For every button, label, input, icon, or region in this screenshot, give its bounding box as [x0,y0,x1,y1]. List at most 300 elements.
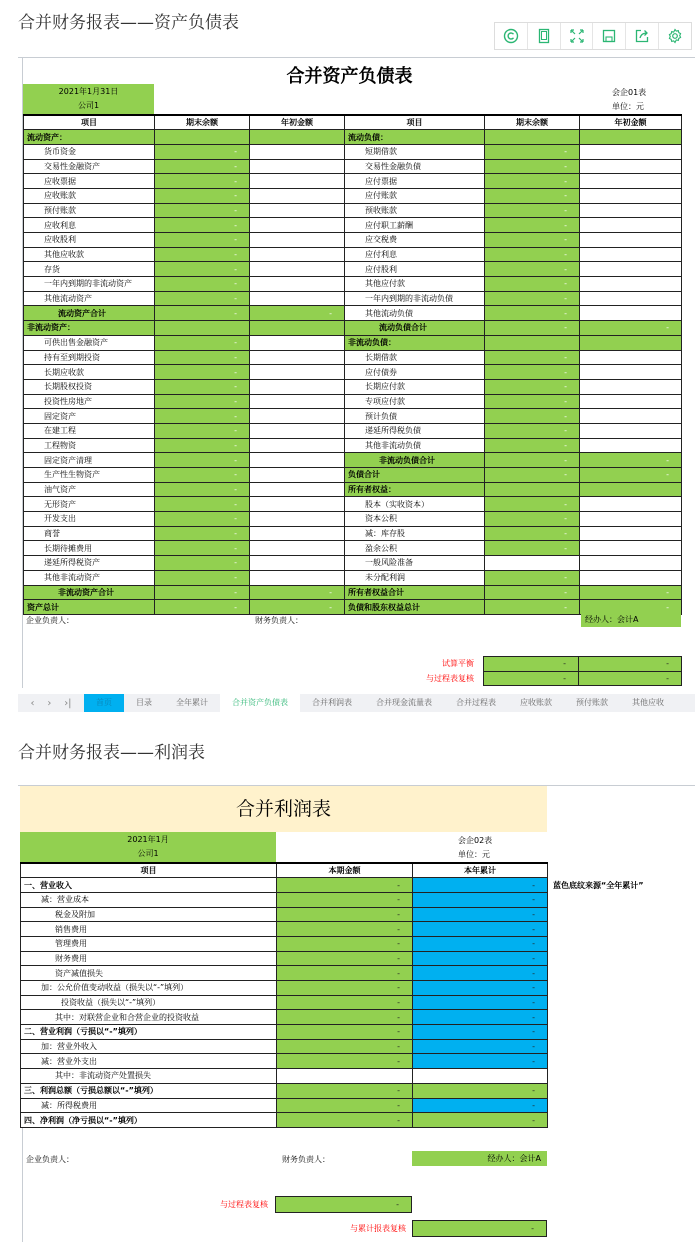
refresh-button[interactable] [495,23,528,49]
company-name: 公司1 [137,849,159,858]
item-label: 二、营业利润（亏损以“-”填列） [21,1025,277,1040]
right-item-label: 其他流动负债 [345,306,485,321]
year-to-date-value: - [413,1054,548,1069]
left-end-value: - [155,277,250,292]
header-year-to-date: 本年累计 [413,863,548,878]
table-row [21,981,548,996]
handler-label: 经办人：会计A [412,1151,547,1166]
table-row [24,512,682,527]
left-begin-value [250,365,345,380]
left-end-value: - [155,526,250,541]
left-end-value: - [155,585,250,600]
left-end-value: - [155,570,250,585]
left-end-value: - [155,218,250,233]
left-item-label: 无形资产 [24,497,155,512]
year-to-date-value: - [413,1113,548,1128]
left-end-value: - [155,423,250,438]
right-begin-value [580,130,682,145]
table-row [24,409,682,424]
right-item-label: 应交税费 [345,233,485,248]
right-begin-value: - [580,453,682,468]
table-row [24,585,682,600]
left-end-value: - [155,556,250,571]
table-row [24,188,682,203]
left-item-label: 投资性房地产 [24,394,155,409]
left-item-label: 一年内到期的非流动资产 [24,277,155,292]
right-end-value: - [485,526,580,541]
right-item-label: 长期借款 [345,350,485,365]
right-begin-value [580,277,682,292]
income-section-heading: 合并财务报表——利润表 [18,743,205,763]
right-item-label: 交易性金融负债 [345,159,485,174]
right-item-label: 未分配利润 [345,570,485,585]
right-item-label: 所有者权益： [345,482,485,497]
left-begin-value [250,144,345,159]
left-item-label: 固定资产 [24,409,155,424]
item-label: 减：营业外支出 [21,1054,277,1069]
finance-head-label: 财务负责人： [255,616,303,625]
enterprise-head-label: 企业负责人： [26,616,74,625]
left-item-label: 货币资金 [24,144,155,159]
left-begin-value [250,379,345,394]
left-end-value: - [155,159,250,174]
right-end-value: - [485,159,580,174]
current-period-value: - [277,1113,413,1128]
item-label: 加：营业外收入 [21,1039,277,1054]
right-item-label: 盈余公积 [345,541,485,556]
right-item-label: 预计负债 [345,409,485,424]
table-row [21,1069,548,1084]
check-label-trial-balance: 试算平衡 [442,659,474,668]
next-tab-button[interactable]: › [47,697,52,709]
right-begin-value [580,497,682,512]
sheet-tab-bar [18,694,695,712]
left-end-value: - [155,203,250,218]
current-period-value: - [277,995,413,1010]
share-icon [634,28,650,44]
right-end-value: - [485,277,580,292]
enterprise-head-label: 企业负责人： [26,1155,74,1164]
unit-label: 单位：元 [458,850,490,859]
left-item-label: 其他应收款 [24,247,155,262]
item-label: 减：所得税费用 [21,1098,277,1113]
left-item-label: 应收利息 [24,218,155,233]
current-period-value: - [277,1083,413,1098]
last-tab-button[interactable]: ›| [64,697,72,709]
tab-prepayments[interactable]: 预付账款 [576,698,608,707]
report-date: 2021年1月 [127,835,169,844]
tab-other-receivables[interactable]: 其他应收 [632,698,664,707]
export-button[interactable] [626,23,659,49]
left-end-value: - [155,247,250,262]
year-to-date-value: - [413,1025,548,1040]
left-begin-value [250,468,345,483]
right-end-value: - [485,453,580,468]
finance-head-label: 财务负责人： [282,1155,330,1164]
header-item: 项目 [24,115,155,130]
table-row [24,321,682,336]
left-begin-value [250,262,345,277]
left-begin-value [250,350,345,365]
table-row [24,453,682,468]
item-label: 销售费用 [21,922,277,937]
current-period-value: - [277,1098,413,1113]
current-period-value: - [277,966,413,981]
left-begin-value [250,174,345,189]
item-label: 三、利润总额（亏损总额以“-”填列） [21,1083,277,1098]
current-period-value: - [277,1025,413,1040]
table-row [21,995,548,1010]
right-end-value: - [485,409,580,424]
table-row [24,233,682,248]
right-end-value: - [485,144,580,159]
left-end-value: - [155,438,250,453]
right-begin-value [580,556,682,571]
header-end-balance-right: 期末余额 [485,115,580,130]
right-end-value: - [485,174,580,189]
left-item-label: 长期待摊费用 [24,541,155,556]
item-label: 其中：对联营企业和合营企业的投资收益 [21,1010,277,1025]
right-item-label: 其他非流动负债 [345,438,485,453]
left-end-value [155,130,250,145]
left-item-label: 资产总计 [24,600,155,615]
right-begin-value [580,247,682,262]
right-end-value: - [485,600,580,615]
year-to-date-value: - [413,907,548,922]
right-item-label: 非流动负债合计 [345,453,485,468]
year-to-date-value [413,1069,548,1084]
left-begin-value [250,394,345,409]
right-item-label: 专项应付款 [345,394,485,409]
income-sheet-grid [18,783,695,1242]
table-row [21,1054,548,1069]
right-end-value [485,130,580,145]
left-begin-value [250,233,345,248]
date-company-cell [23,84,154,114]
year-to-date-value: - [413,936,548,951]
year-to-date-value: - [413,1039,548,1054]
tablet-icon [536,28,552,44]
item-label: 加：公允价值变动收益（损失以“-”填列） [21,981,277,996]
right-end-value: - [485,262,580,277]
tab-consolidated-balance-sheet[interactable]: 合并资产负债表 [220,694,300,712]
right-item-label: 递延所得税负债 [345,423,485,438]
check-label-process-review: 与过程表复核 [426,674,474,683]
right-item-label: 长期应付款 [345,379,485,394]
right-end-value: - [485,379,580,394]
right-item-label: 应付股利 [345,262,485,277]
table-row [21,1083,548,1098]
left-begin-value [250,321,345,336]
right-end-value: - [485,247,580,262]
left-begin-value [250,453,345,468]
left-item-label: 递延所得税资产 [24,556,155,571]
table-row [21,1039,548,1054]
right-end-value: - [485,541,580,556]
prev-tab-button[interactable]: ‹ [30,697,35,709]
left-end-value: - [155,144,250,159]
current-period-value: - [277,951,413,966]
table-row [24,130,682,145]
table-row [24,570,682,585]
right-end-value: - [485,321,580,336]
right-begin-value [580,306,682,321]
header-begin-balance-right: 年初金额 [580,115,682,130]
right-begin-value [580,159,682,174]
left-end-value: - [155,174,250,189]
right-begin-value [580,203,682,218]
check-value-process: - [275,1196,412,1213]
right-item-label: 短期借款 [345,144,485,159]
current-period-value: - [277,922,413,937]
left-item-label: 非流动资产： [24,321,155,336]
fullscreen-icon [569,28,585,44]
company-name: 公司1 [77,101,100,110]
table-row [21,907,548,922]
right-end-value: - [485,497,580,512]
table-row [24,174,682,189]
current-period-value: - [277,907,413,922]
table-header-row [21,863,548,878]
table-row [24,350,682,365]
right-end-value: - [485,423,580,438]
right-item-label: 应付职工薪酬 [345,218,485,233]
left-begin-value [250,291,345,306]
left-end-value: - [155,335,250,350]
right-begin-value [580,144,682,159]
current-period-value: - [277,892,413,907]
right-item-label: 所有者权益合计 [345,585,485,600]
table-row [21,1113,548,1128]
right-begin-value [580,438,682,453]
left-begin-value [250,247,345,262]
right-begin-value [580,409,682,424]
balance-sheet-grid [18,50,695,690]
item-label: 税金及附加 [21,907,277,922]
right-item-label: 流动负债： [345,130,485,145]
left-item-label: 应收票据 [24,174,155,189]
mobile-view-button[interactable] [528,23,561,49]
right-item-label: 减：库存股 [345,526,485,541]
right-begin-value: - [580,321,682,336]
left-end-value: - [155,379,250,394]
tab-accounts-receivable[interactable]: 应收账款 [520,698,552,707]
right-begin-value: - [580,468,682,483]
current-period-value: - [277,981,413,996]
year-to-date-value: - [413,966,548,981]
fullscreen-button[interactable] [561,23,594,49]
year-to-date-value: - [413,1083,548,1098]
right-end-value: - [485,365,580,380]
check-value: - [484,657,579,672]
right-begin-value [580,482,682,497]
table-row [24,247,682,262]
left-begin-value [250,541,345,556]
right-item-label: 应付票据 [345,174,485,189]
left-item-label: 交易性金融资产 [24,159,155,174]
refresh-icon [503,28,519,44]
gear-icon [667,28,683,44]
left-begin-value [250,438,345,453]
table-row [24,482,682,497]
table-row [24,556,682,571]
table-row [24,541,682,556]
right-begin-value: - [580,600,682,615]
right-end-value: - [485,291,580,306]
current-period-value: - [277,936,413,951]
table-row [21,1025,548,1040]
form-number: 会企02表 [458,836,493,845]
table-row [24,306,682,321]
left-end-value: - [155,482,250,497]
unit-label: 单位：元 [612,102,644,111]
check-value-cumulative: - [412,1220,547,1237]
right-item-label: 一年内到期的非流动负债 [345,291,485,306]
column-header-bar [18,50,695,58]
left-begin-value [250,218,345,233]
balance-section-heading: 合并财务报表——资产负债表 [18,13,239,33]
left-end-value [155,321,250,336]
left-begin-value [250,188,345,203]
left-item-label: 非流动资产合计 [24,585,155,600]
header-current-period: 本期金额 [277,863,413,878]
left-begin-value [250,512,345,527]
right-begin-value [580,262,682,277]
left-end-value: - [155,306,250,321]
check-table [483,656,682,686]
tab-consolidated-cashflow[interactable]: 合并现金流量表 [376,698,432,707]
item-label: 管理费用 [21,936,277,951]
table-row [24,423,682,438]
left-end-value: - [155,541,250,556]
left-begin-value [250,203,345,218]
current-period-value [277,1069,413,1084]
right-begin-value [580,394,682,409]
current-period-value: - [277,1039,413,1054]
table-row [21,1098,548,1113]
right-end-value: - [485,350,580,365]
year-to-date-value: - [413,922,548,937]
right-begin-value [580,423,682,438]
year-to-date-value: - [413,1010,548,1025]
tab-home[interactable]: 首页 [84,694,124,712]
left-begin-value: - [250,600,345,615]
right-end-value [485,335,580,350]
report-toolbar [494,22,692,50]
blue-shading-note: 蓝色底纹来源“全年累计” [553,881,644,890]
left-end-value: - [155,394,250,409]
right-end-value: - [485,438,580,453]
left-begin-value [250,556,345,571]
left-item-label: 开发支出 [24,512,155,527]
left-item-label: 长期股权投资 [24,379,155,394]
left-begin-value [250,130,345,145]
right-item-label: 其他应付款 [345,277,485,292]
left-item-label: 持有至到期投资 [24,350,155,365]
tab-nav [18,698,84,709]
right-begin-value [580,541,682,556]
left-begin-value [250,277,345,292]
tab-consolidated-income[interactable]: 合并利润表 [312,698,352,707]
item-label: 四、净利润（净亏损以“-”填列） [21,1113,277,1128]
tab-catalog[interactable]: 目录 [136,698,152,707]
left-item-label: 商誉 [24,526,155,541]
table-row [21,878,548,893]
left-end-value: - [155,350,250,365]
right-item-label: 应付账款 [345,188,485,203]
right-end-value [485,556,580,571]
left-end-value: - [155,497,250,512]
right-item-label: 非流动负债： [345,335,485,350]
right-end-value: - [485,188,580,203]
table-row [24,468,682,483]
current-period-value: - [277,1010,413,1025]
left-item-label: 流动资产合计 [24,306,155,321]
settings-button[interactable] [659,23,691,49]
table-row [21,951,548,966]
table-row [21,1010,548,1025]
save-button[interactable] [593,23,626,49]
left-end-value: - [155,291,250,306]
tab-annual-total[interactable]: 全年累计 [176,698,208,707]
left-item-label: 应收股利 [24,233,155,248]
right-end-value: - [485,306,580,321]
left-end-value: - [155,600,250,615]
header-item: 项目 [21,863,277,878]
check-value: - [579,657,682,672]
left-begin-value [250,497,345,512]
right-begin-value [580,218,682,233]
balance-table [23,114,682,615]
year-to-date-value: - [413,1098,548,1113]
report-date: 2021年1月31日 [58,87,119,96]
right-end-value [485,482,580,497]
date-company-cell [20,832,276,862]
right-end-value: - [485,570,580,585]
right-begin-value [580,335,682,350]
form-number: 会企01表 [612,88,647,97]
table-row [21,966,548,981]
tab-consolidation-process[interactable]: 合并过程表 [456,698,496,707]
left-end-value: - [155,262,250,277]
left-begin-value [250,409,345,424]
right-begin-value [580,570,682,585]
table-row [24,394,682,409]
table-row [24,526,682,541]
right-begin-value [580,291,682,306]
right-end-value: - [485,468,580,483]
item-label: 资产减值损失 [21,966,277,981]
income-table [20,862,548,1128]
right-begin-value [580,174,682,189]
left-end-value: - [155,409,250,424]
right-item-label: 负债和股东权益总计 [345,600,485,615]
left-end-value: - [155,468,250,483]
right-item-label: 股本（实收资本） [345,497,485,512]
left-item-label: 油气资产 [24,482,155,497]
table-row [24,262,682,277]
right-begin-value: - [580,585,682,600]
table-row [24,335,682,350]
right-begin-value [580,188,682,203]
right-begin-value [580,526,682,541]
table-row [24,218,682,233]
right-end-value: - [485,585,580,600]
left-end-value: - [155,453,250,468]
year-to-date-value: - [413,892,548,907]
check-value: - [484,671,579,686]
right-end-value: - [485,512,580,527]
